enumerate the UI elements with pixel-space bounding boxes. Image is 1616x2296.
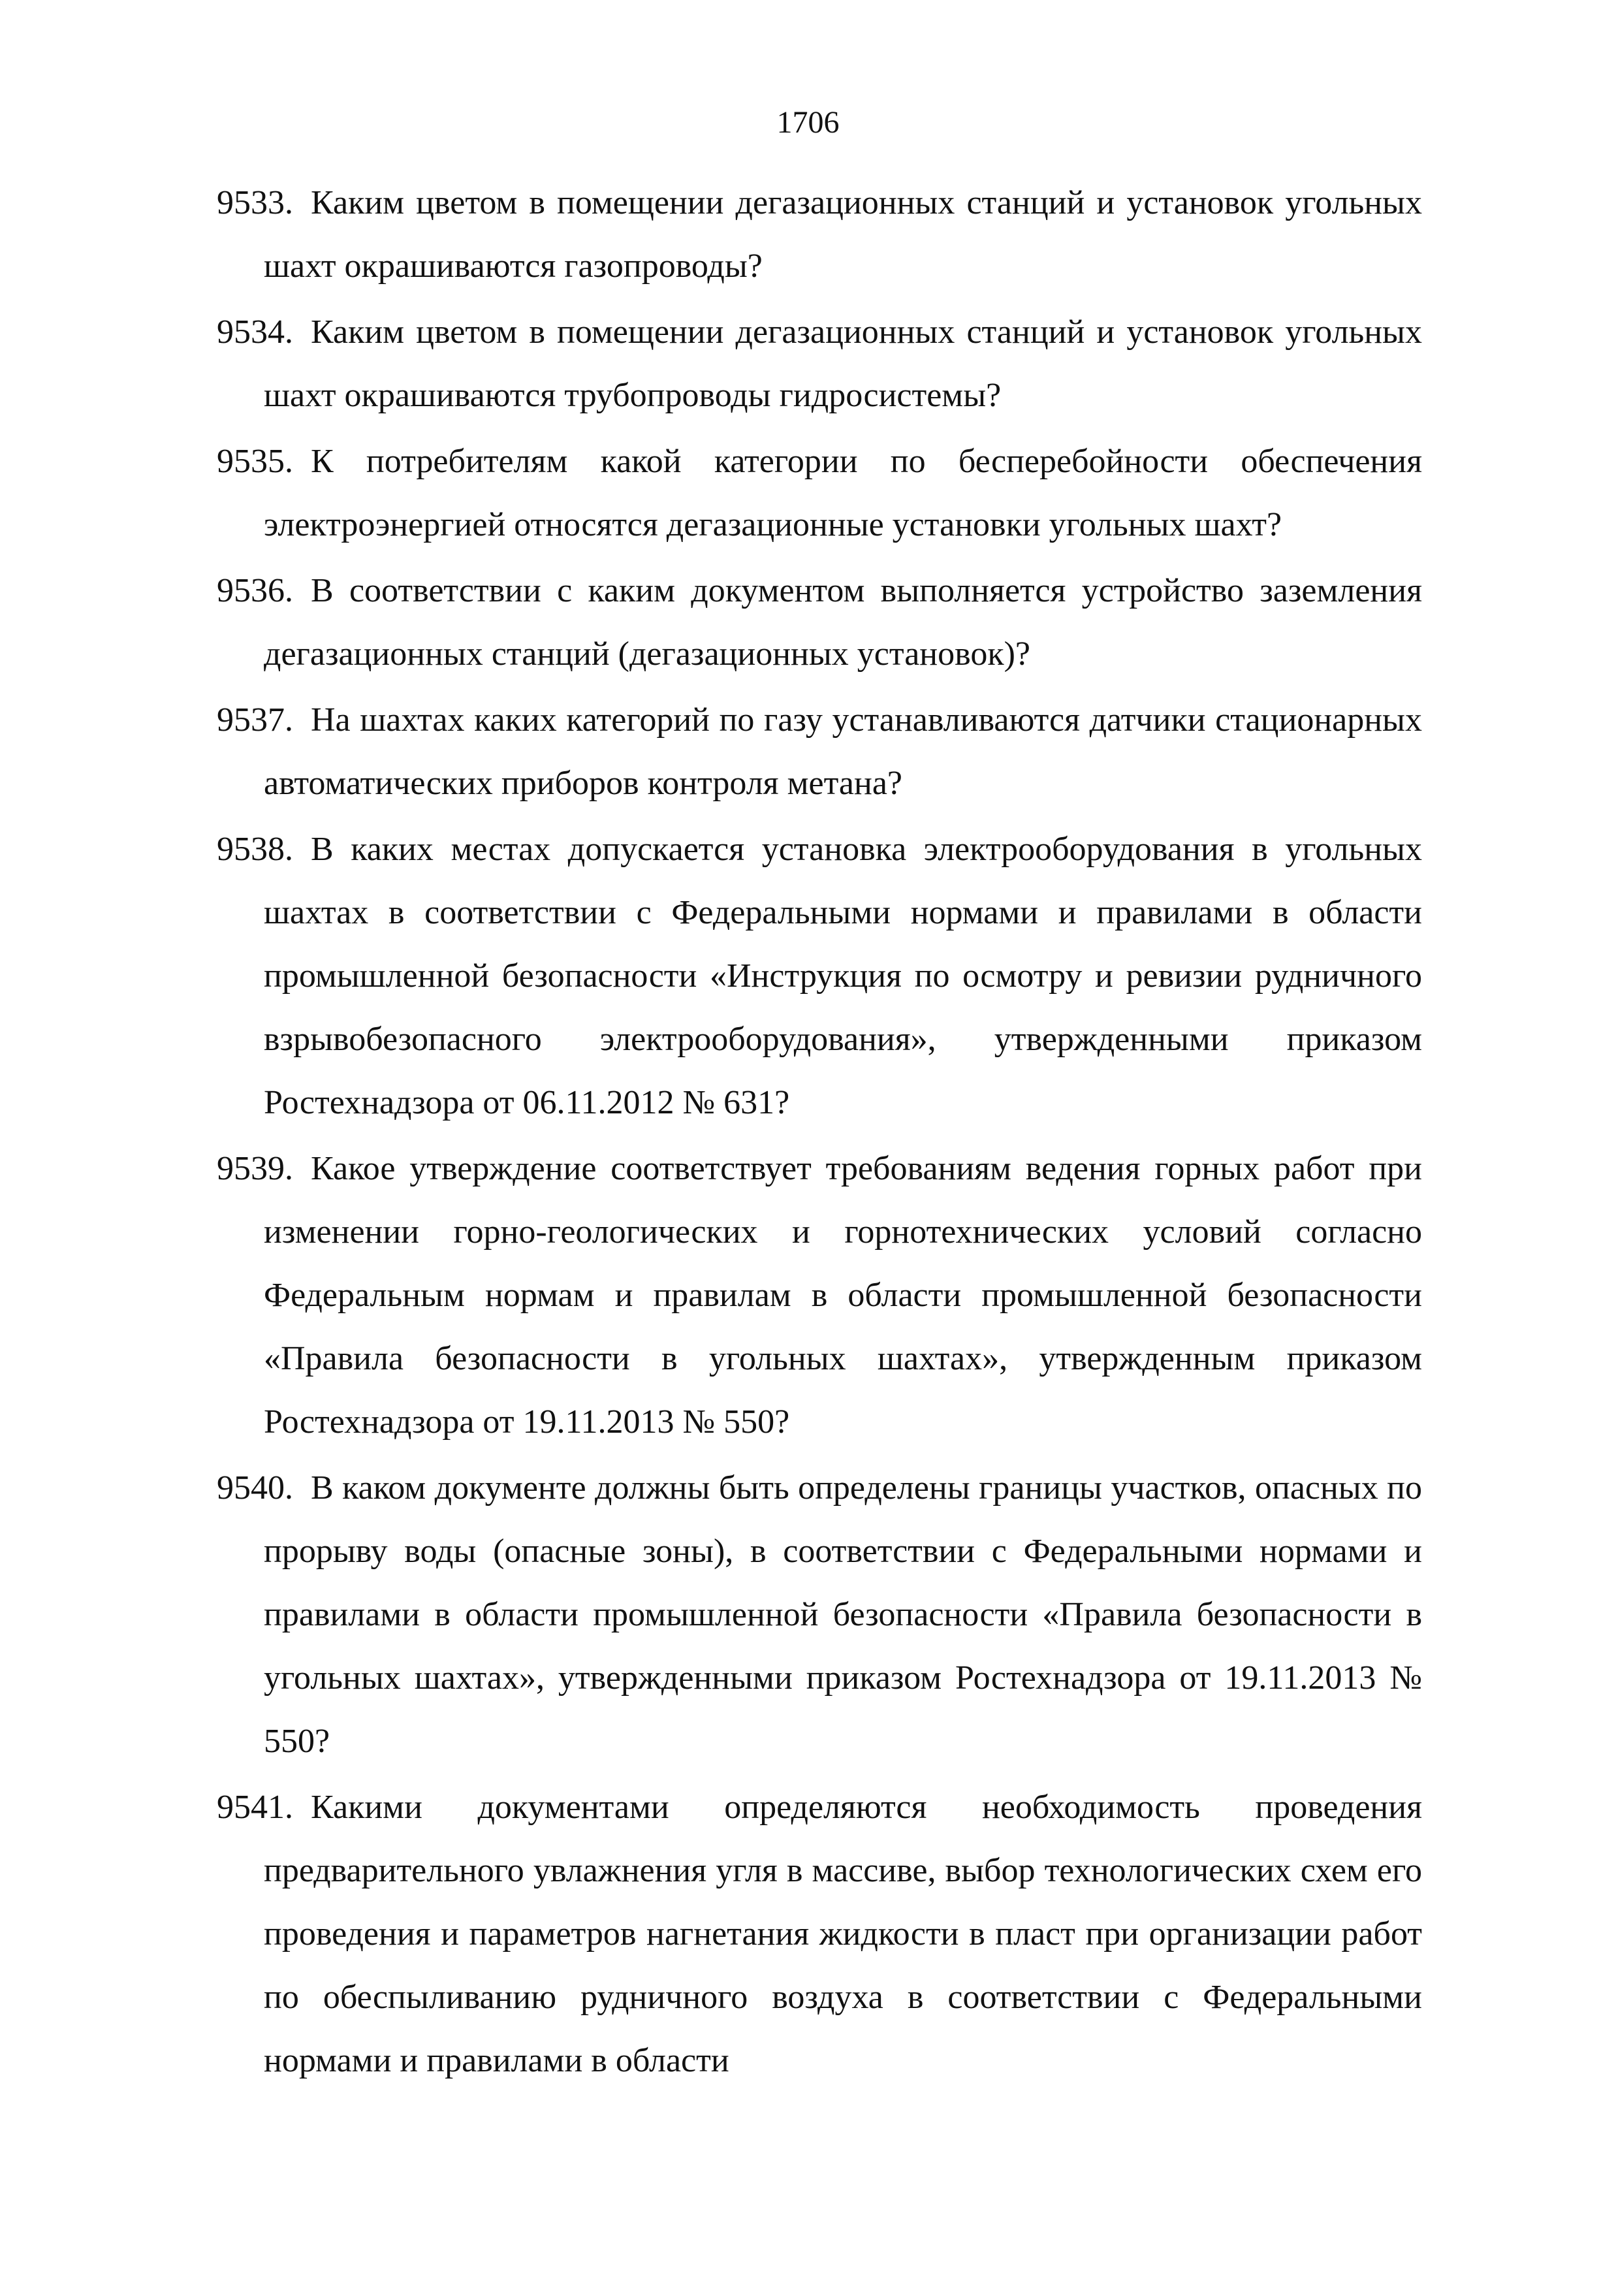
question-item: [217, 1137, 1422, 1454]
question-item: [217, 300, 1422, 427]
question-item: [217, 559, 1422, 686]
question-number: 9538.: [217, 831, 293, 868]
question-text: В каком документе должны быть определены границы участков, опасных по прорыву воды (опасные зоны), в соответствии с Федеральными нормами и правилами в области промышленной безопасности «Правила безопасности в угольных шахтах», утвержденными приказом Ростехнадзора от 19.11.2013 № 550?: [264, 1469, 1422, 1760]
question-item: [217, 171, 1422, 298]
question-item: [217, 688, 1422, 815]
question-item: [217, 1776, 1422, 2092]
question-number: 9533.: [217, 184, 293, 221]
question-item: [217, 818, 1422, 1134]
questions-rendered: [217, 171, 1422, 2095]
question-number: 9535.: [217, 443, 293, 480]
question-text: Какими документами определяются необходимость проведения предварительного увлажнения угля в массиве, выбор технологических схем его проведения и параметров нагнетания жидкости в пласт при организации работ по обеспыливанию рудничного воздуха в соответствии с Федеральными нормами и правилами в области: [264, 1789, 1422, 2079]
question-number: 9534.: [217, 313, 293, 351]
page-number: 1706: [776, 105, 840, 140]
question-text: Каким цветом в помещении дегазационных станций и установок угольных шахт окрашиваются газопроводы?: [264, 184, 1422, 285]
question-text: На шахтах каких категорий по газу устанавливаются датчики стационарных автоматических приборов контроля метана?: [264, 701, 1422, 802]
question-text: Какое утверждение соответствует требованиям ведения горных работ при изменении горно-геологических и горнотехнических условий согласно Федеральным нормам и правилам в области промышленной безопасности «Правила безопасности в угольных шахтах», утвержденным приказом Ростехнадзора от 19.11.2013 № 550?: [264, 1150, 1422, 1441]
question-number: 9539.: [217, 1150, 293, 1187]
question-number: 9541.: [217, 1789, 293, 1826]
question-text: В соответствии с каким документом выполняется устройство заземления дегазационных станций (дегазационных установок)?: [264, 572, 1422, 673]
question-text: Каким цветом в помещении дегазационных станций и установок угольных шахт окрашиваются трубопроводы гидросистемы?: [264, 313, 1422, 414]
question-text: К потребителям какой категории по бесперебойности обеспечения электроэнергией относятся дегазационные установки угольных шахт?: [264, 443, 1422, 543]
question-number: 9536.: [217, 572, 293, 609]
question-item: [217, 1456, 1422, 1773]
question-item: [217, 430, 1422, 556]
question-number: 9537.: [217, 701, 293, 739]
question-text: В каких местах допускается установка электрооборудования в угольных шахтах в соответствии с Федеральными нормами и правилами в области промышленной безопасности «Инструкция по осмотру и ревизии рудничного взрывобезопасного электрооборудования», утвержденными приказом Ростехнадзора от 06.11.2012 № 631?: [264, 831, 1422, 1121]
question-number: 9540.: [217, 1469, 293, 1507]
